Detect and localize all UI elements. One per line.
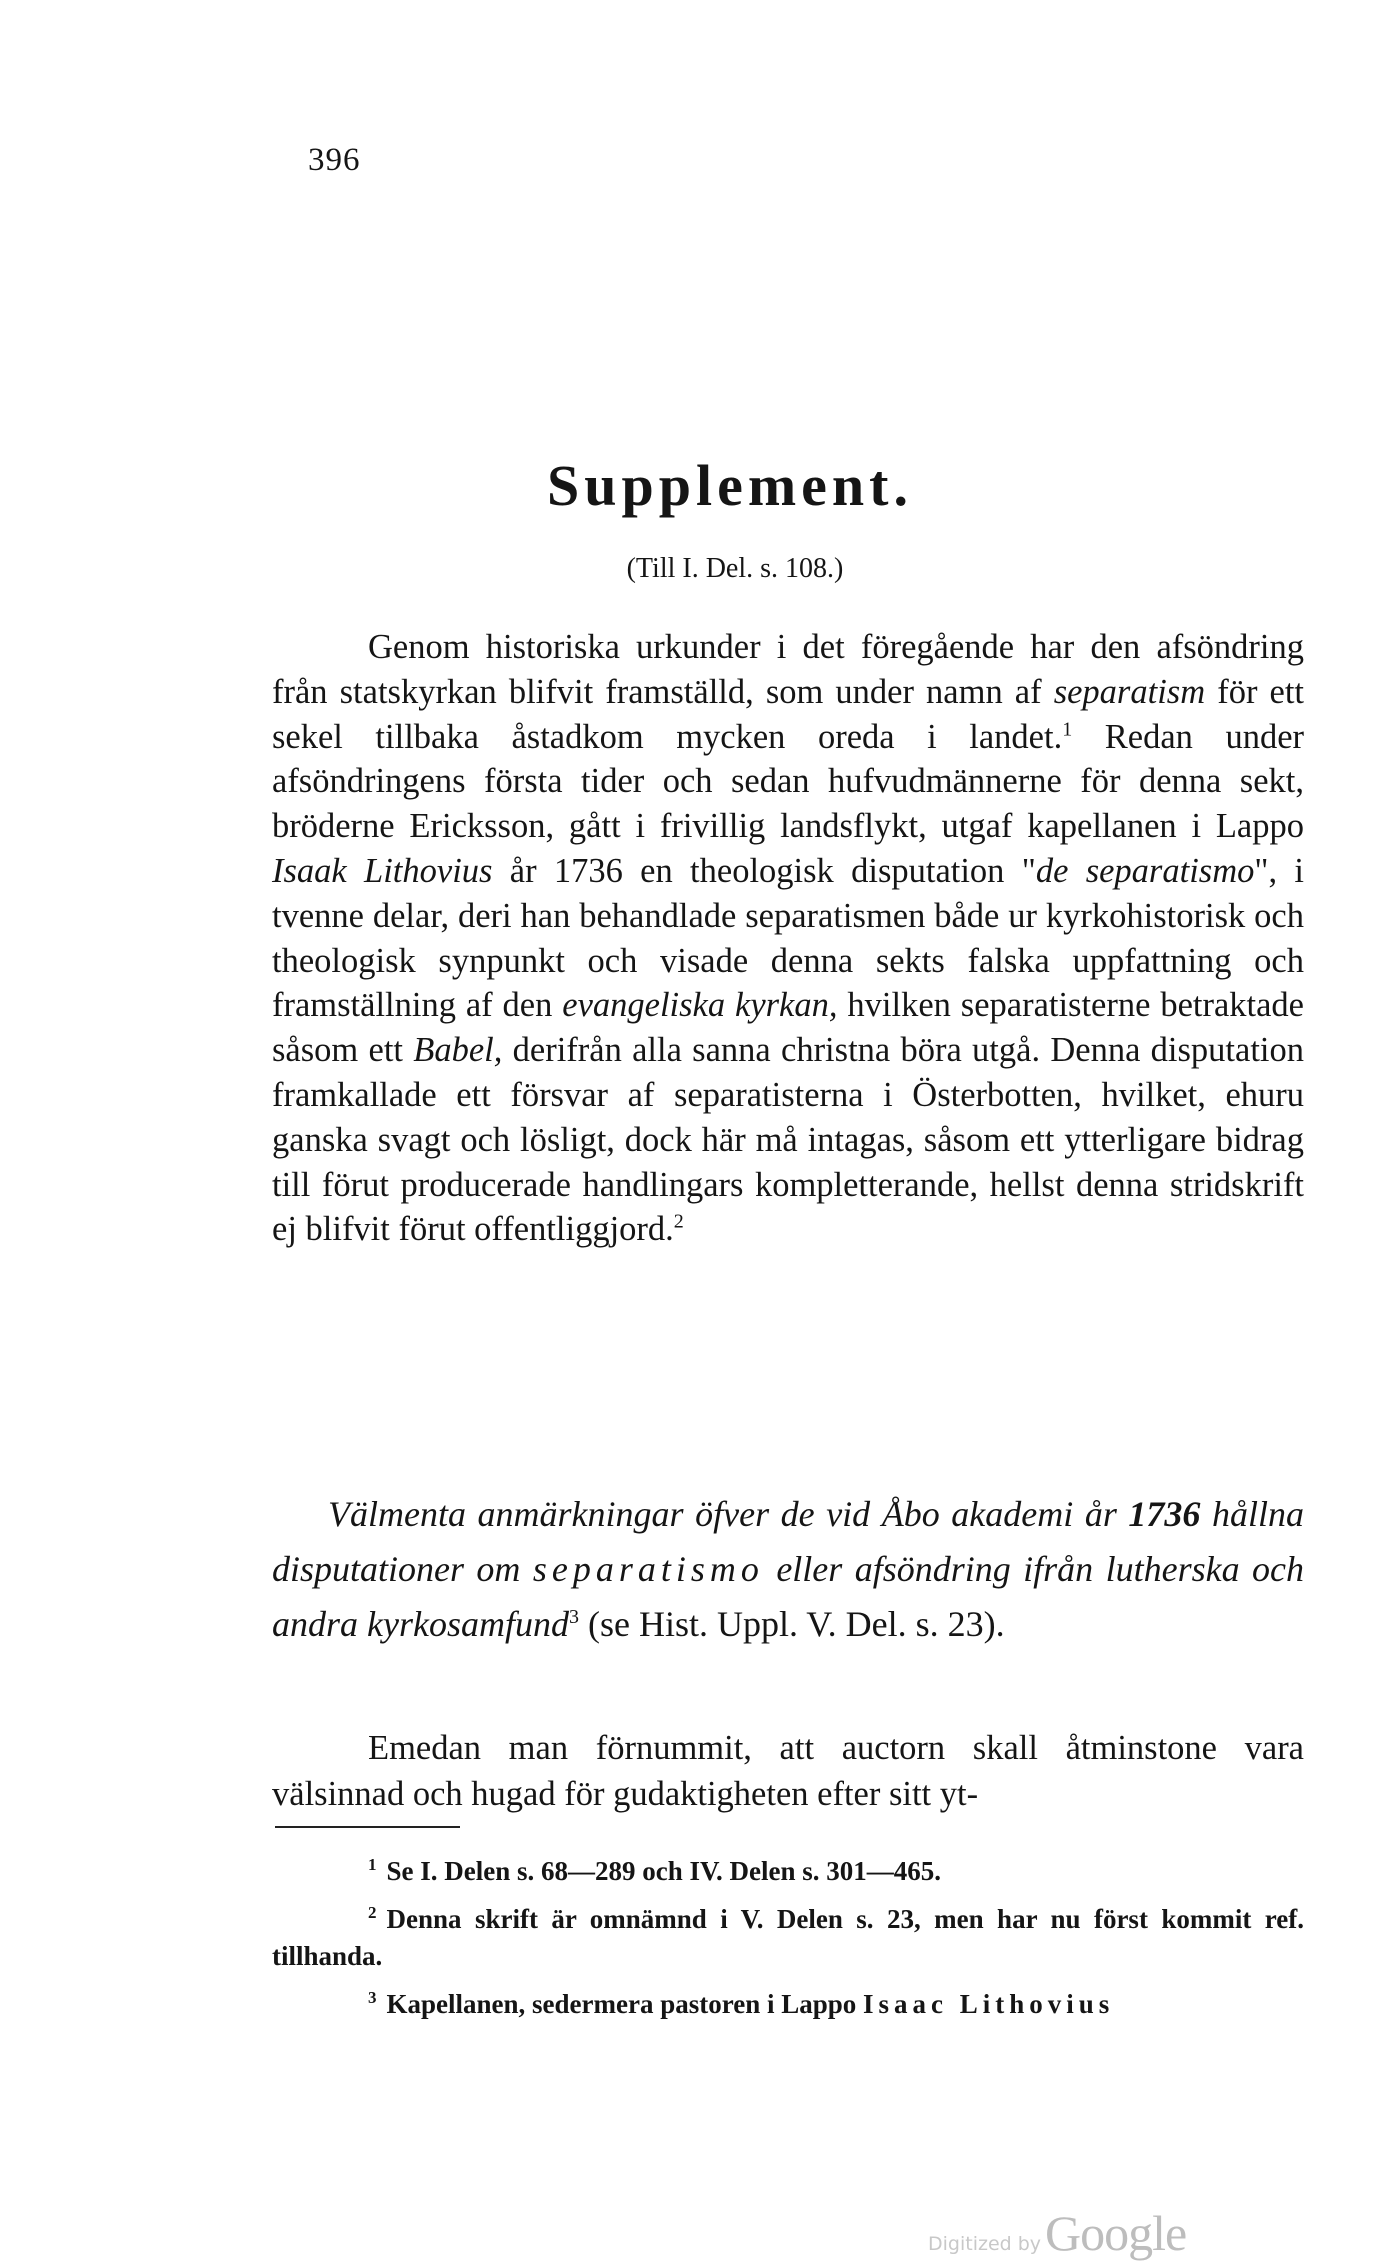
footnote-divider bbox=[275, 1826, 460, 1828]
digitized-watermark: Digitized byGoogle bbox=[928, 2205, 1187, 2261]
page-number: 396 bbox=[308, 142, 361, 178]
footnote-3: $^3$ Kapellanen, sedermera pastoren i Lappo Isaac Lithovius bbox=[368, 1988, 1115, 2019]
footnote-ref-1: 1 bbox=[1062, 718, 1073, 741]
document-heading: Välmenta anmärkningar öfver de vid Åbo akademi år 1736 hållna disputationer om separatismo eller afsöndring ifrån lutherska och andra kyrkosamfund$^3$ (se Hist. Uppl. V. Del. s. 23). bbox=[272, 1494, 1305, 1644]
body-paragraph: Emedan man förnummit, att auctorn skall åtminstone vara välsinnad och hugad för gudaktigheten efter sitt yt- bbox=[272, 1729, 1304, 1813]
footnotes bbox=[272, 1846, 1304, 2027]
footnote-1: $^1$ Se I. Delen s. 68—289 och IV. Delen s. 301—465. bbox=[368, 1855, 942, 1886]
footnote-2: $^2$ Denna skrift är omnämnd i V. Delen s. 23, men har nu först kommit ref. tillhanda. bbox=[272, 1903, 1304, 1971]
intro-paragraph: Genom historiska urkunder i det föregående har den afsöndring från statskyrkan blifvit framställd, som under namn af separatism för ett sekel tillbaka åstadkom mycken oreda i landet.$^1$ Redan under afsöndringens första tider och sedan hufvudmännerne för denna sekt, bröderne Ericksson, gått i frivillig landsflykt, utgaf kapellanen i Lappo Isaak Lithovius år 1736 en theologisk disputation "de separatismo", i tvenne delar, deri han behandlade separatismen både ur kyrkohistorisk och theologisk synpunkt och visade denna sekts falska uppfattning och framställning af den evangeliska kyrkan, hvilken separatisterne betraktade såsom ett Babel, derifrån alla sanna christna böra utgå. Denna disputation framkallade ett försvar af separatisterna i Österbotten, hvilket, ehuru ganska svagt och lösligt, dock här må intagas, såsom ett ytterligare bidrag till förut producerade handlingars kompletterande, hellst denna stridskrift ej blifvit förut offentliggjord.$^2$ bbox=[272, 628, 1305, 1249]
google-logo: Google bbox=[1045, 2205, 1187, 2261]
footnote-ref-2: 2 bbox=[673, 1210, 684, 1233]
section-reference: (Till I. Del. s. 108.) bbox=[626, 553, 844, 584]
footnote-ref-3: 3 bbox=[568, 1606, 579, 1628]
page-title: Supplement. bbox=[546, 453, 913, 518]
